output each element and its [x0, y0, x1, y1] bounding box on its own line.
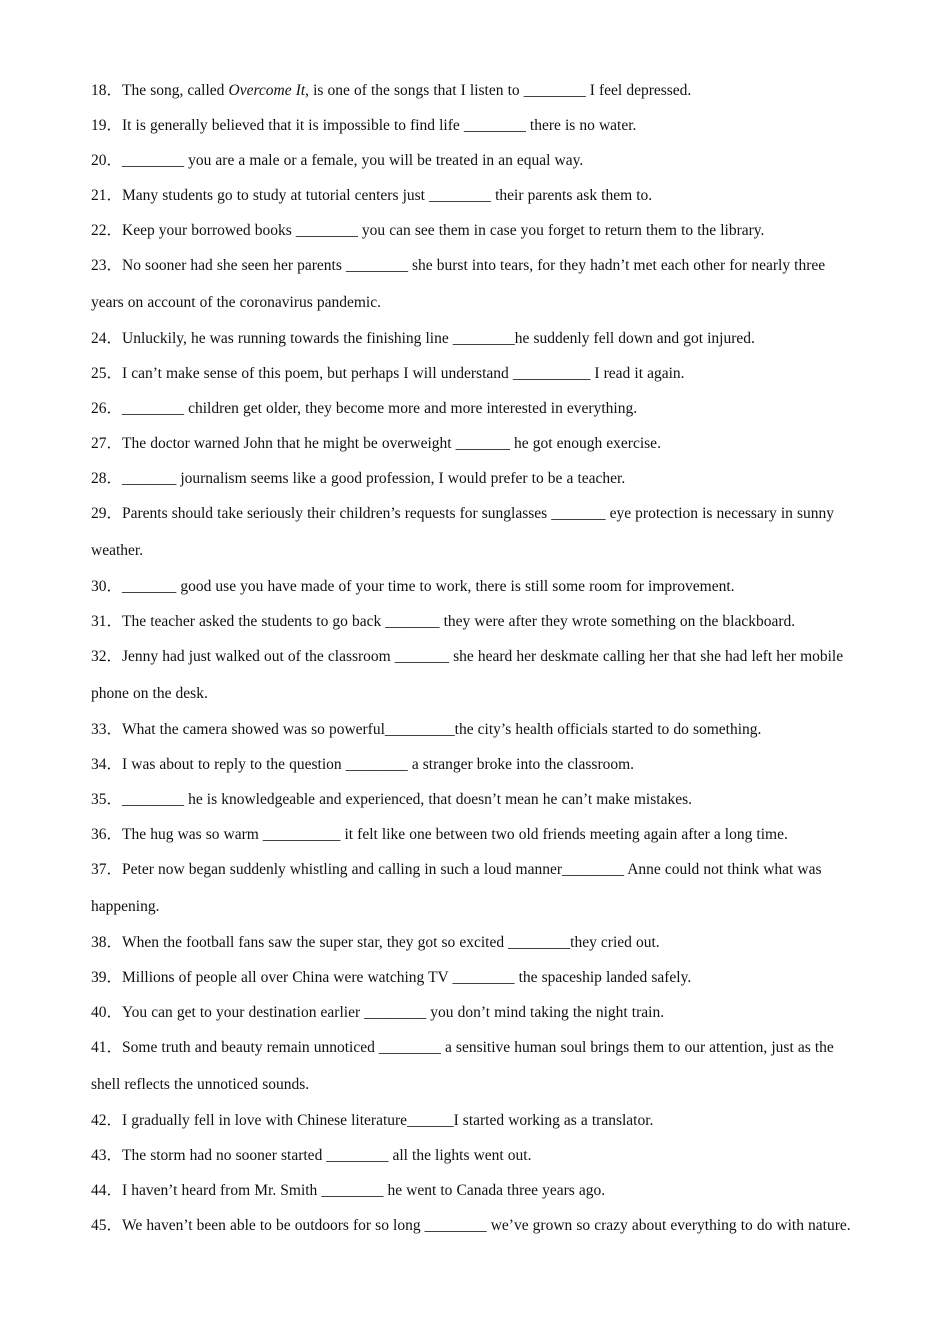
question-text: When the football fans saw the super star, they got so excited ________they cried out.	[122, 934, 660, 951]
question-text: The doctor warned John that he might be overweight _______ he got enough exercise.	[122, 435, 661, 452]
question-text: The teacher asked the students to go back _______ they were after they wrote something on the blackboard.	[122, 613, 796, 630]
question-text: The storm had no sooner started ________ all the lights went out.	[122, 1147, 532, 1164]
question-text: Unluckily, he was running towards the finishing line ________he suddenly fell down and got injured.	[122, 330, 755, 347]
question-text: ________ you are a male or a female, you will be treated in an equal way.	[122, 152, 584, 169]
question-number: 32	[91, 648, 107, 665]
question-text: Many students go to study at tutorial centers just ________ their parents ask them to.	[122, 187, 653, 204]
question-item: 43．The storm had no sooner started ________ all the lights went out.	[91, 1147, 532, 1164]
question-number: 45	[91, 1217, 107, 1234]
question-item: 24．Unluckily, he was running towards the finishing line ________he suddenly fell down and got injured.	[91, 330, 755, 347]
question-number: 36	[91, 826, 107, 843]
question-text: We haven’t been able to be outdoors for so long ________ we’ve grown so crazy about everything to do with nature.	[122, 1217, 851, 1234]
question-text: _______ good use you have made of your time to work, there is still some room for improvement.	[122, 578, 735, 595]
question-number: 23	[91, 257, 107, 274]
question-item: 34．I was about to reply to the question ________ a stranger broke into the classroom.	[91, 756, 635, 773]
question-text: Millions of people all over China were watching TV ________ the spaceship landed safely.	[122, 969, 692, 986]
question-item: 38．When the football fans saw the super star, they got so excited ________they cried out.	[91, 934, 660, 951]
question-number: 24	[91, 330, 107, 347]
question-item: 27．The doctor warned John that he might be overweight _______ he got enough exercise.	[91, 435, 661, 452]
question-number: 29	[91, 505, 107, 522]
question-item: 36．The hug was so warm __________ it felt like one between two old friends meeting again after a long time.	[91, 826, 788, 843]
question-number: 37	[91, 861, 107, 878]
question-number: 33	[91, 721, 107, 738]
song-title: Overcome It	[228, 82, 306, 99]
question-text: Keep your borrowed books ________ you can see them in case you forget to return them to the library.	[122, 222, 765, 239]
question-text: ________ he is knowledgeable and experienced, that doesn’t mean he can’t make mistakes.	[122, 791, 692, 808]
question-number: 39	[91, 969, 107, 986]
question-number: 41	[91, 1039, 107, 1056]
question-number: 31	[91, 613, 107, 630]
question-text: _______ journalism seems like a good profession, I would prefer to be a teacher.	[122, 470, 626, 487]
question-number: 35	[91, 791, 107, 808]
question-text: No sooner had she seen her parents ________ she burst into tears, for they hadn’t met each other for nearly three years on account of the coronavirus pandemic.	[91, 257, 826, 311]
question-number: 21	[91, 187, 107, 204]
question-item: 25．I can’t make sense of this poem, but perhaps I will understand __________ I read it again.	[91, 365, 685, 382]
question-item: 45．We haven’t been able to be outdoors for so long ________ we’ve grown so crazy about everything to do with nature.	[91, 1217, 851, 1234]
question-item: 40．You can get to your destination earlier ________ you don’t mind taking the night train.	[91, 1004, 665, 1021]
question-text: You can get to your destination earlier ________ you don’t mind taking the night train.	[122, 1004, 665, 1021]
question-number: 43	[91, 1147, 107, 1164]
question-text: ________ children get older, they become more and more interested in everything.	[122, 400, 638, 417]
question-item: 28．_______ journalism seems like a good profession, I would prefer to be a teacher.	[91, 470, 626, 487]
question-text: The song, called Overcome It, is one of the songs that I listen to ________ I feel depressed.	[122, 82, 692, 99]
question-number: 18	[91, 82, 107, 99]
question-item: 29．Parents should take seriously their children’s requests for sunglasses _______ eye protection is necessary in sunny weather.	[91, 505, 834, 559]
question-text: Peter now began suddenly whistling and calling in such a loud manner________ Anne could not think what was happening.	[91, 861, 822, 915]
question-item: 18．The song, called Overcome It, is one of the songs that I listen to ________ I feel depressed.	[91, 82, 692, 99]
question-text: The hug was so warm __________ it felt like one between two old friends meeting again after a long time.	[122, 826, 788, 843]
question-number: 26	[91, 400, 107, 417]
question-number: 27	[91, 435, 107, 452]
question-number: 44	[91, 1182, 107, 1199]
question-item: 32．Jenny had just walked out of the classroom _______ she heard her deskmate calling her that she had left her mobile phone on the desk.	[91, 648, 844, 702]
question-item: 26．________ children get older, they become more and more interested in everything.	[91, 400, 638, 417]
question-item: 30．_______ good use you have made of your time to work, there is still some room for improvement.	[91, 578, 735, 595]
question-text: I was about to reply to the question ________ a stranger broke into the classroom.	[122, 756, 635, 773]
question-item: 35．________ he is knowledgeable and experienced, that doesn’t mean he can’t make mistakes.	[91, 791, 692, 808]
question-item: 31．The teacher asked the students to go back _______ they were after they wrote something on the blackboard.	[91, 613, 796, 630]
question-number: 19	[91, 117, 107, 134]
question-text: I can’t make sense of this poem, but perhaps I will understand __________ I read it again.	[122, 365, 685, 382]
question-item: 39．Millions of people all over China were watching TV ________ the spaceship landed safely.	[91, 969, 692, 986]
question-text: Some truth and beauty remain unnoticed ________ a sensitive human soul brings them to our attention, just as the shell reflects the unnoticed sounds.	[91, 1039, 834, 1093]
question-text: Jenny had just walked out of the classroom _______ she heard her deskmate calling her that she had left her mobile phone on the desk.	[91, 648, 844, 702]
question-text: I gradually fell in love with Chinese literature______I started working as a translator.	[122, 1112, 654, 1129]
question-text: I haven’t heard from Mr. Smith ________ he went to Canada three years ago.	[122, 1182, 606, 1199]
question-list	[91, 73, 861, 1245]
question-number: 40	[91, 1004, 107, 1021]
question-text: It is generally believed that it is impossible to find life ________ there is no water.	[122, 117, 637, 134]
question-number: 28	[91, 470, 107, 487]
question-number: 25	[91, 365, 107, 382]
question-item: 44．I haven’t heard from Mr. Smith ________ he went to Canada three years ago.	[91, 1182, 606, 1199]
question-item: 33．What the camera showed was so powerful_________the city’s health officials started to do something.	[91, 721, 762, 738]
question-item: 41．Some truth and beauty remain unnoticed ________ a sensitive human soul brings them to our attention, just as the shell reflects the unnoticed sounds.	[91, 1039, 834, 1093]
question-item: 19．It is generally believed that it is impossible to find life ________ there is no water.	[91, 117, 637, 134]
question-number: 34	[91, 756, 107, 773]
question-item: 21．Many students go to study at tutorial centers just ________ their parents ask them to.	[91, 187, 653, 204]
question-item: 23．No sooner had she seen her parents ________ she burst into tears, for they hadn’t met each other for nearly three years on account of the coronavirus pandemic.	[91, 257, 826, 311]
question-text: What the camera showed was so powerful_________the city’s health officials started to do something.	[122, 721, 762, 738]
question-item: 20．________ you are a male or a female, you will be treated in an equal way.	[91, 152, 584, 169]
question-item: 22．Keep your borrowed books ________ you can see them in case you forget to return them to the library.	[91, 222, 765, 239]
question-number: 22	[91, 222, 107, 239]
question-text: Parents should take seriously their children’s requests for sunglasses _______ eye protection is necessary in sunny weather.	[91, 505, 834, 559]
question-number: 30	[91, 578, 107, 595]
question-number: 20	[91, 152, 107, 169]
question-number: 42	[91, 1112, 107, 1129]
question-item: 42．I gradually fell in love with Chinese literature______I started working as a translator.	[91, 1112, 654, 1129]
question-number: 38	[91, 934, 107, 951]
question-item: 37．Peter now began suddenly whistling and calling in such a loud manner________ Anne could not think what was happening.	[91, 861, 822, 915]
